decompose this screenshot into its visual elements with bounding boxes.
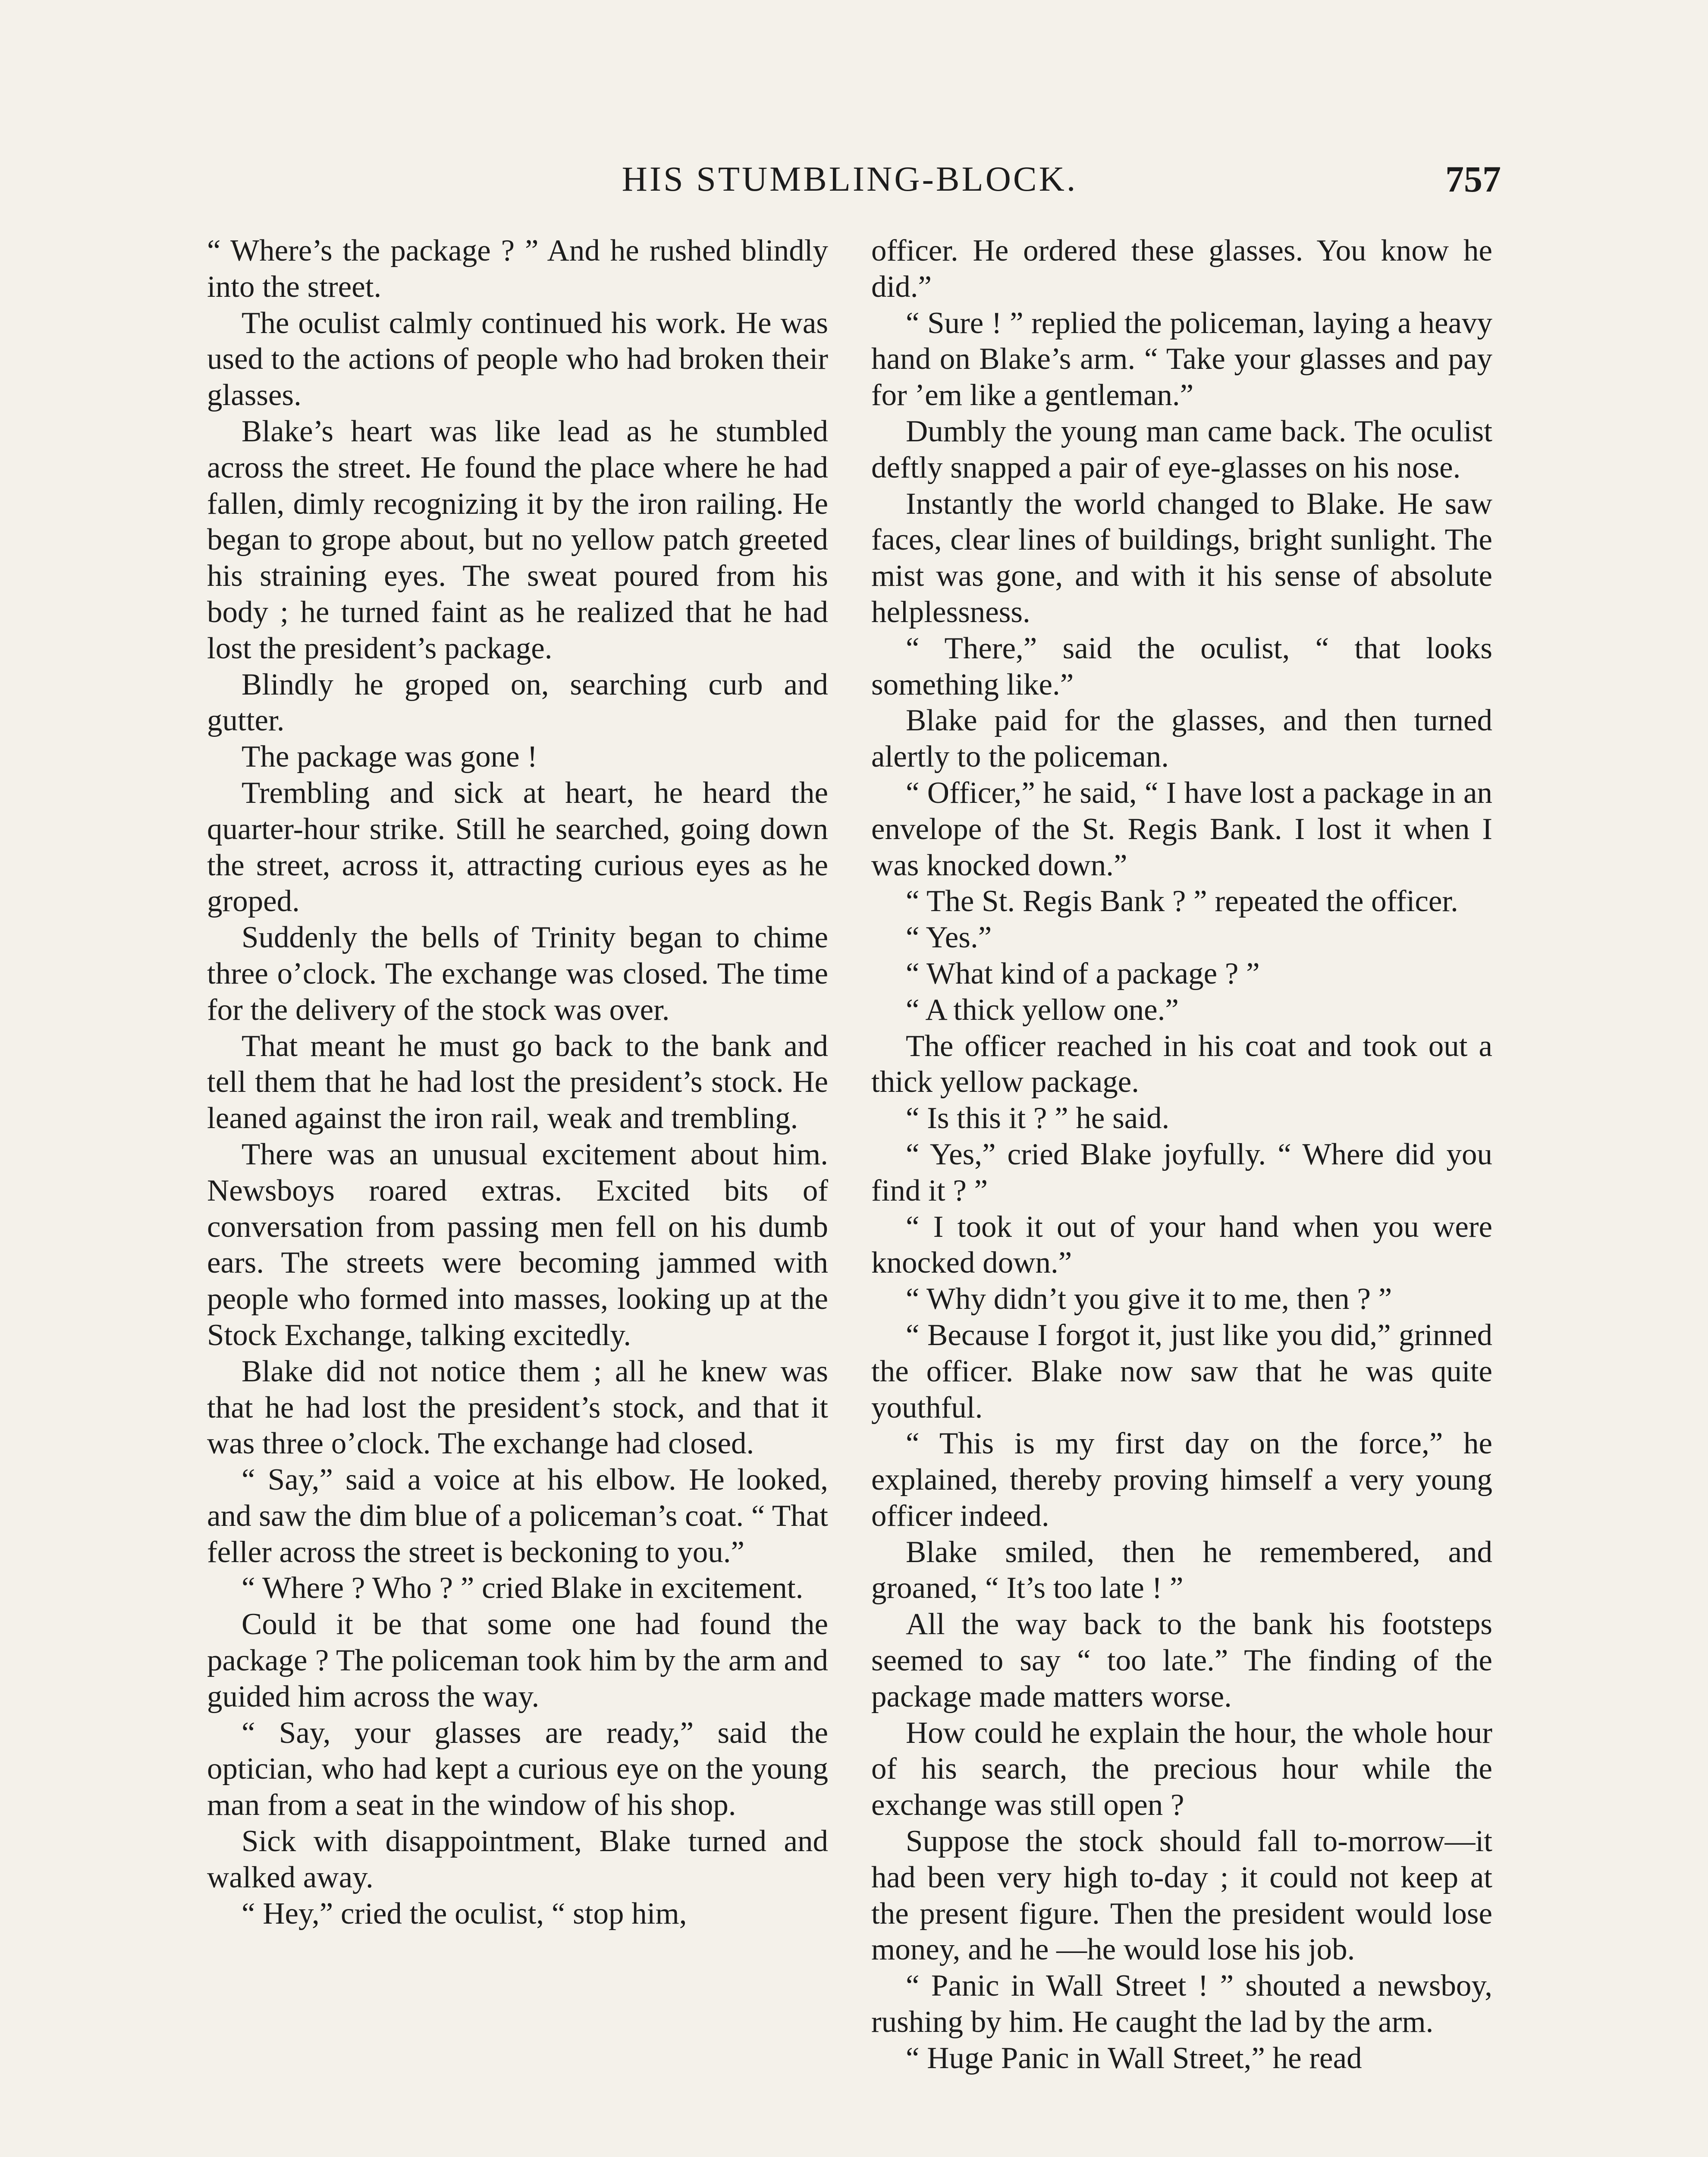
paragraph: The package was gone !	[242, 740, 538, 774]
paragraph: Blindly he groped on, searching curb and gutter.	[207, 667, 828, 738]
paragraph: “ Where ? Who ? ” cried Blake in excitement.	[242, 1571, 804, 1605]
left-column	[207, 233, 828, 1932]
paragraph: “ There,” said the oculist, “ that looks something like.”	[871, 631, 1492, 701]
paragraph: How could he explain the hour, the whole hour of his search, the precious hour while the exchange was still open ?	[871, 1716, 1492, 1822]
paragraph: officer. He ordered these glasses. You know he did.”	[871, 234, 1492, 304]
paragraph: Could it be that some one had found the package ? The policeman took him by the arm and guided him across the way.	[207, 1607, 828, 1714]
paragraph: “ What kind of a package ? ”	[906, 956, 1260, 990]
paragraph: “ A thick yellow one.”	[906, 993, 1179, 1027]
paragraph: Sick with disappointment, Blake turned and walked away.	[207, 1824, 828, 1894]
paragraph: “ This is my first day on the force,” he explained, thereby proving himself a very young officer indeed.	[871, 1427, 1492, 1533]
paragraph: “ Sure ! ” replied the policeman, laying a heavy hand on Blake’s arm. “ Take your glasses and pay for ’em like a gentleman.”	[871, 306, 1492, 412]
paragraph: “ Panic in Wall Street ! ” shouted a newsboy, rushing by him. He caught the lad by the arm.	[871, 1969, 1492, 2039]
page-number: 757	[1445, 158, 1501, 200]
paragraph: Suddenly the bells of Trinity began to chime three o’clock. The exchange was closed. The time for the delivery of the stock was over.	[207, 921, 828, 1027]
paragraph: Instantly the world changed to Blake. He saw faces, clear lines of buildings, bright sunlight. The mist was gone, and with it his sense of absolute helplessness.	[871, 487, 1492, 629]
paragraph: Blake smiled, then he remembered, and groaned, “ It’s too late ! ”	[871, 1535, 1492, 1605]
page-title: HIS STUMBLING-BLOCK.	[622, 159, 1078, 198]
paragraph: “ Where’s the package ? ” And he rushed blindly into the street.	[207, 234, 828, 304]
paragraph: The officer reached in his coat and took out a thick yellow package.	[871, 1029, 1492, 1099]
paragraph: Dumbly the young man came back. The oculist deftly snapped a pair of eye-glasses on his nose.	[871, 414, 1492, 484]
paragraph: Blake did not notice them ; all he knew was that he had lost the president’s stock, and that it was three o’clock. The exchange had closed.	[207, 1354, 828, 1461]
paragraph: “ Officer,” he said, “ I have lost a package in an envelope of the St. Regis Bank. I lost it when I was knocked down.”	[871, 776, 1492, 882]
paragraph: “ Is this it ? ” he said.	[906, 1101, 1170, 1135]
paragraph: “ Because I forgot it, just like you did,” grinned the officer. Blake now saw that he was quite youthful.	[871, 1318, 1492, 1424]
paragraph: There was an unusual excitement about him. Newsboys roared extras. Excited bits of conversation from passing men fell on his dumb ears. The streets were becoming jammed with people who formed into masses, looking up at the Stock Exchange, talking excitedly.	[207, 1137, 828, 1352]
paragraph: That meant he must go back to the bank and tell them that he had lost the president’s stock. He leaned against the iron rail, weak and trembling.	[207, 1029, 828, 1135]
paragraph: “ Yes,” cried Blake joyfully. “ Where did you find it ? ”	[871, 1137, 1492, 1207]
paragraph: “ I took it out of your hand when you were knocked down.”	[871, 1210, 1492, 1280]
paragraph: All the way back to the bank his footsteps seemed to say “ too late.” The finding of the package made matters worse.	[871, 1607, 1492, 1714]
paragraph: “ Why didn’t you give it to me, then ? ”	[906, 1282, 1392, 1316]
paragraph: “ Hey,” cried the oculist, “ stop him,	[242, 1896, 687, 1931]
running-head	[198, 153, 1501, 205]
paragraph: Blake paid for the glasses, and then turned alertly to the policeman.	[871, 704, 1492, 774]
right-column	[871, 233, 1492, 2077]
paragraph: “ The St. Regis Bank ? ” repeated the officer.	[906, 884, 1458, 918]
paragraph: Trembling and sick at heart, he heard the quarter-hour strike. Still he searched, going down the street, across it, attracting curious eyes as he groped.	[207, 776, 828, 918]
paragraph: Blake’s heart was like lead as he stumbled across the street. He found the place where he had fallen, dimly recognizing it by the iron railing. He began to grope about, but no yellow patch greeted his straining eyes. The sweat poured from his body ; he turned faint as he realized that he had lost the president’s package.	[207, 414, 828, 665]
paragraph: Suppose the stock should fall to-morrow—it had been very high to-day ; it could not keep at the present figure. Then the president would lose money, and he —he would lose his job.	[871, 1824, 1492, 1967]
paragraph: “ Huge Panic in Wall Street,” he read	[906, 2041, 1362, 2075]
paragraph: “ Say, your glasses are ready,” said the optician, who had kept a curious eye on the young man from a seat in the window of his shop.	[207, 1716, 828, 1822]
paragraph: The oculist calmly continued his work. He was used to the actions of people who had broken their glasses.	[207, 306, 828, 412]
paragraph: “ Say,” said a voice at his elbow. He looked, and saw the dim blue of a policeman’s coat. “ That feller across the street is beckoning to you.”	[207, 1463, 828, 1569]
paragraph: “ Yes.”	[906, 921, 992, 955]
